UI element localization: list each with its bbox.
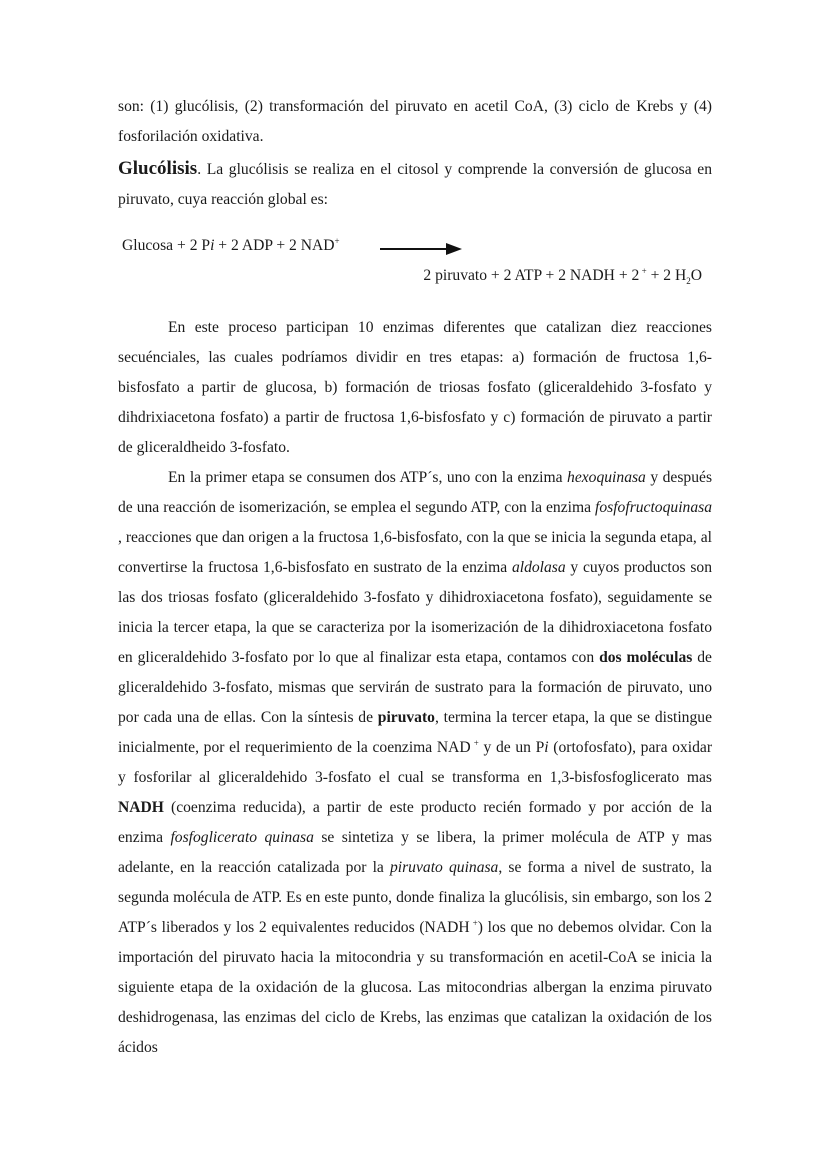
glycolysis-intro-paragraph: [118, 154, 712, 215]
body-text: [118, 313, 712, 1063]
equation-reactants: Glucosa + 2 Pi + 2 ADP + 2 NAD+: [122, 235, 340, 254]
reaction-arrow-icon: [380, 242, 462, 256]
equation-products: 2 piruvato + 2 ATP + 2 NADH + 2 + + 2 $H_2O$: [423, 265, 702, 287]
paragraph-glycolysis-detail: En la primer etapa se consumen dos ATP´s, uno con la enzima hexoquinasa y después de una reacción de isomerización, se emplea el segundo ATP, con la enzima fosfofructoquinasa , reacciones que dan origen a la fructosa 1,6-bisfosfato, con la que se inicia la segunda etapa, al convertirse la fructosa 1,6-bisfosfato en sustrato de la enzima aldolasa y cuyos productos son las dos triosas fosfato (gliceraldehido 3-fosfato y dihidroxiacetona fosfato), seguidamente se inicia la tercer etapa, la que se caracteriza por la isomerización de la dihidroxiacetona fosfato en gliceraldehido 3-fosfato por lo que al finalizar esta etapa, contamos con dos moléculas de gliceraldehido 3-fosfato, mismas que servirán de sustrato para la formación de piruvato, uno por cada una de ellas. Con la síntesis de piruvato, termina la tercer etapa, la que se distingue inicialmente, por el requerimiento de la coenzima NAD + y de un Pi (ortofosfato), para oxidar y fosforilar al gliceraldehido 3-fosfato el cual se transforma en 1,3-bisfosfoglicerato mas NADH (coenzima reducida), a partir de este producto recién formado y por acción de la enzima fosfoglicerato quinasa se sintetiza y se libera, la primer molécula de ATP y mas adelante, en la reacción catalizada por la piruvato quinasa, se forma a nivel de sustrato, la segunda molécula de ATP. Es en este punto, donde finaliza la glucólisis, sin embargo, son los 2 ATP´s liberados y los 2 equivalentes reducidos (NADH +) los que no debemos olvidar. Con la importación del piruvato hacia la mitocondria y su transformación en acetil-CoA se inicia la siguiente etapa de la oxidación de la glucosa. Las mitocondrias albergan la enzima piruvato deshidrogenasa, las enzimas del ciclo de Krebs, las enzimas que catalizan la oxidación de los ácidos: [118, 469, 713, 1056]
glycolysis-lead-text: . La glucólisis se realiza en el citosol y comprende la conversión de glucosa en piruvato, cuya reacción global es:: [118, 161, 712, 208]
document-page: [118, 92, 712, 1063]
paragraph-stages: En este proceso participan 10 enzimas diferentes que catalizan diez reacciones secuénciales, las cuales podríamos dividir en tres etapas: a) formación de fructosa 1,6-bisfosfato a partir de glucosa, b) formación de triosas fosfato (gliceraldehido 3-fosfato y dihdrixiacetona fosfato) a partir de fructosa 1,6-bisfosfato y c) formación de piruvato a partir de gliceraldheido 3-fosfato.: [118, 319, 712, 456]
glycolysis-heading: Glucólisis: [118, 158, 198, 179]
intro-paragraph: son: (1) glucólisis, (2) transformación del piruvato en acetil CoA, (3) ciclo de Krebs y (4) fosforilación oxidativa.: [118, 98, 712, 145]
glycolysis-equation: [118, 225, 712, 305]
